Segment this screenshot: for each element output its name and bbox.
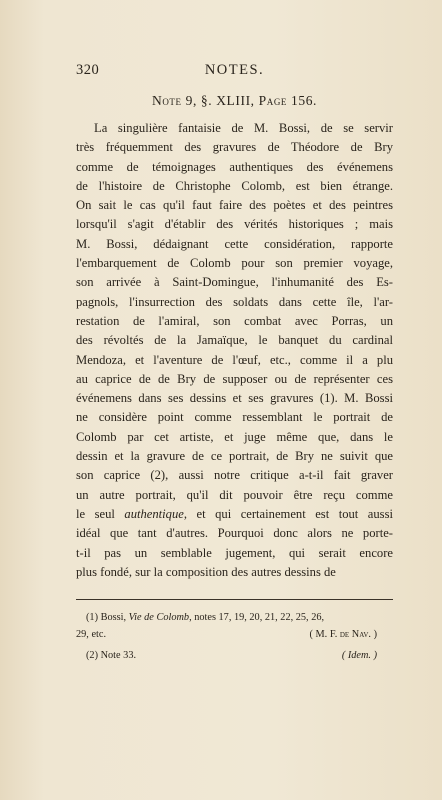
text-segment: le seul — [76, 506, 115, 521]
text-line: M. Bossi, dédaignant cette considération, rapporte — [76, 236, 393, 251]
text-line: de l'histoire de Christophe Colomb, est bien étrange. — [76, 178, 393, 193]
text-line: restation de l'amiral, son combat avec Porras, un — [76, 313, 393, 328]
footnotes — [76, 610, 393, 665]
text-line: lorsqu'il s'agit d'établir des vérités historiques ; mais — [76, 217, 393, 232]
page-header — [76, 62, 393, 82]
footnote-1 — [76, 610, 393, 627]
text-line: dessin et la gravure de ce portrait, de Bry ne suivit que — [76, 449, 393, 464]
text-line: idéal que tant d'autres. Pourquoi donc alors ne porte- — [76, 526, 393, 541]
text-line: comme de témoignages authentiques des événemens — [76, 159, 393, 174]
footnote-text: (2) Note 33. — [86, 650, 137, 662]
footnote-2 — [76, 648, 393, 665]
text-line: Colomb par cet artiste, et juge même que, dans le — [76, 429, 393, 444]
footnote-1-cont — [76, 627, 393, 644]
text-line: des révoltés de la Jamaïque, le banquet du cardinal — [76, 333, 393, 348]
text-line: plus fondé, sur la composition des autres dessins de — [76, 564, 336, 579]
text-line: son arrivée à Saint-Domingue, l'inhumanité des Es- — [76, 275, 393, 290]
text-line: au caprice de de Bry de supposer ou de représenter ces — [76, 371, 393, 386]
text-line: un autre portrait, qu'il dit pouvoir être reçu comme — [76, 487, 393, 502]
text-line: très fréquemment des gravures de Théodore de Bry — [76, 140, 393, 155]
text-line: son caprice (2), aussi notre critique a-t-il fait graver — [76, 468, 393, 483]
footnote-source: ( Idem. ) — [341, 650, 377, 662]
text-line: t-il pas un semblable jugement, qui serait encore — [76, 545, 393, 560]
footnote-title: Vie de Colomb — [128, 612, 190, 624]
text-line: On sait le cas qu'il faut faire des poètes et des peintres — [76, 198, 393, 213]
footnote-source: ( M. F. de Nav. ) — [309, 628, 377, 640]
text-segment: , et qui certainement est tout aussi — [183, 506, 393, 521]
note-heading: Note 9, §. XLIII, Page 156. — [151, 93, 318, 108]
text-line — [76, 505, 393, 524]
text-line: événemens dans ses dessins et ses gravures (1). M. Bossi — [76, 391, 393, 406]
footnote-text: , notes 17, 19, 20, 21, 22, 25, 26, — [189, 612, 325, 624]
text-line: l'embarquement de Colomb pour son premier voyage, — [76, 256, 393, 271]
body-paragraph — [76, 119, 393, 582]
running-title: NOTES. — [204, 62, 265, 78]
text-line: La singulière fantaisie de M. Bossi, de se servir — [94, 121, 393, 135]
text-line: ne considère point comme ressemblant le portrait de — [76, 410, 393, 425]
page-number: 320 — [76, 62, 100, 78]
italic-word: authentique — [124, 506, 184, 521]
footnote-rule — [76, 599, 393, 600]
text-line: pagnols, l'insurrection des soldats dans cette île, l'ar- — [76, 294, 393, 309]
footnote-marker-text: (1) Bossi, — [86, 612, 127, 624]
text-line: Mendoza, et l'aventure de l'œuf, etc., comme il a plu — [76, 352, 393, 367]
footnote-text: 29, etc. — [76, 628, 107, 640]
